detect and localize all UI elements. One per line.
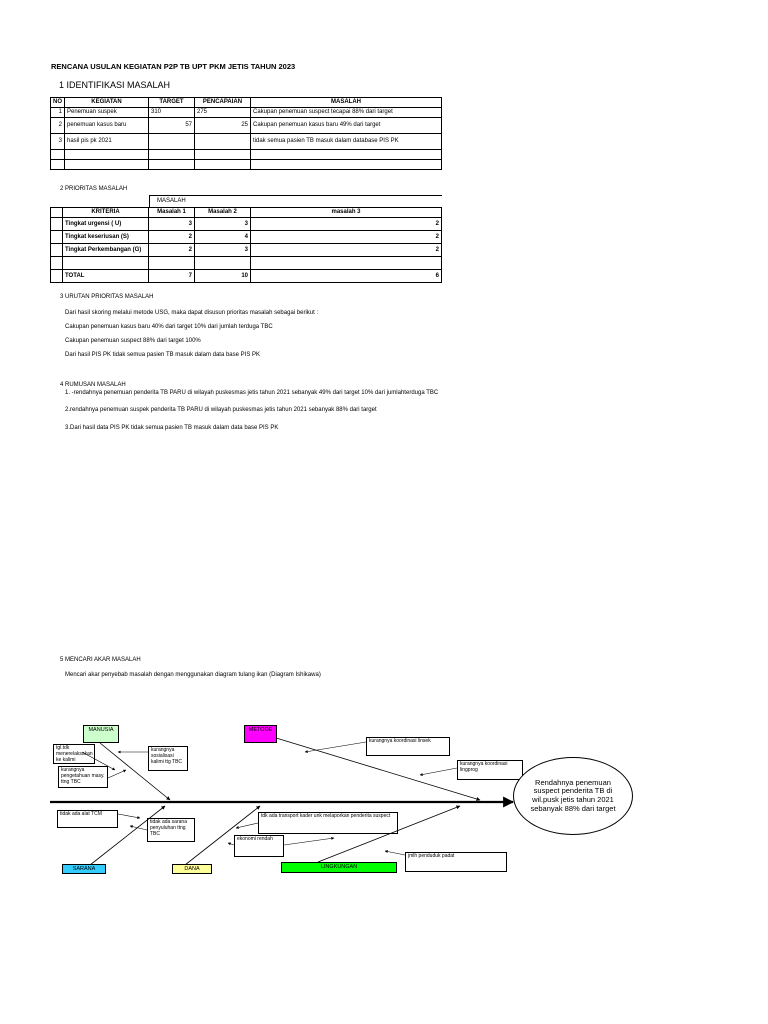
col-target: TARGET	[149, 98, 195, 108]
category-sarana: SARANA	[62, 864, 106, 874]
cell-total-m1: 7	[149, 270, 195, 283]
cell-kegiatan: penemuan kasus baru	[65, 118, 149, 134]
cell-m3: 2	[251, 218, 442, 231]
page-title: RENCANA USULAN KEGIATAN P2P TB UPT PKM JETIS TAHUN 2023	[51, 62, 296, 71]
section-identifikasi-heading: 1 IDENTIFIKASI MASALAH	[59, 80, 171, 90]
cause-box: tgl.tdk menerelaksakan ke kalimi	[53, 744, 95, 764]
section-akar-heading: 5 MENCARI AKAR MASALAH	[60, 657, 141, 663]
cell-kegiatan: hasil pis pk 2021	[65, 134, 149, 150]
cell-m1: 2	[149, 231, 195, 244]
cell-masalah: Cakupan penemuan kasus baru 49% dari target	[251, 118, 442, 134]
category-dana: DANA	[172, 864, 212, 874]
col-masalah3: masalah 3	[251, 208, 442, 218]
urutan-item: Cakupan penemuan suspect 88% dari target 100%	[65, 338, 201, 344]
cell-kriteria: Tingkat keseriusan (S)	[63, 231, 149, 244]
cell-m2: 3	[195, 218, 251, 231]
cell-m2: 3	[195, 244, 251, 257]
rumusan-item: 1. -rendahnya penemuan penderita TB PARU di wilayah puskesmas jetis tahun 2021 sebanyak 49% dari target 10% dari jumlahterduga TBC	[65, 390, 439, 396]
cell-pencapaian: 25	[195, 118, 251, 134]
rumusan-item: 2.rendahnya penemuan suspek penderita TB PARU di wilayah puskesmas jetis tahun 2021 sebanyak 88% dari target	[65, 407, 377, 413]
col-masalah1: Masalah 1	[149, 208, 195, 218]
cause-box: ekonomi rendah	[234, 835, 284, 857]
col-kegiatan: KEGIATAN	[65, 98, 149, 108]
cause-box: tidak ada alat TCM	[57, 810, 118, 828]
col-masalah2: Masalah 2	[195, 208, 251, 218]
cell-no: 1	[51, 108, 65, 118]
category-manusia: MANUSIA	[83, 725, 119, 743]
col-kriteria: KRITERIA	[63, 208, 149, 218]
cell-total-m3: 6	[251, 270, 442, 283]
cause-box: tidak ada sarana penyuluhan ttng TBC	[147, 818, 195, 842]
cause-box: kurangnya koordinasi lingprog	[457, 760, 523, 780]
cause-box: jmlh penduduk padat	[405, 852, 507, 872]
cell-kriteria: Tingkat Perkembangan (G)	[63, 244, 149, 257]
masalah-group-header: MASALAH	[157, 198, 186, 204]
col-masalah: MASALAH	[251, 98, 442, 108]
cause-box: kurangnya koordinasi linsek	[366, 737, 450, 756]
cell-m1: 3	[149, 218, 195, 231]
fishbone-head-problem: Rendahnya penemuan suspect penderita TB di wil.pusk jetis tahun 2021 sebanyak 88% dari target	[513, 757, 633, 835]
cell-m3: 2	[251, 244, 442, 257]
urutan-intro: Dari hasil skoring melalui metode USG, maka dapat disusun prioritas masalah sebagai berikut :	[65, 310, 319, 316]
cell-target: 57	[149, 118, 195, 134]
urutan-item: Dari hasil PIS PK tidak semua pasien TB masuk dalam data base PIS PK	[65, 352, 260, 358]
akar-intro: Mencari akar penyebab masalah dengan menggunakan diagram tulang ikan (Diagram Ishikawa)	[65, 672, 321, 678]
cell-kriteria: Tingkat urgensi ( U)	[63, 218, 149, 231]
category-lingkungan: LINGKUNGAN	[281, 862, 397, 873]
cell-masalah: tidak semua pasien TB masuk dalam database PIS PK	[251, 134, 442, 150]
cell-no: 3	[51, 134, 65, 150]
cause-box: kurangnya pengetahuan masy. ttng TBC	[58, 766, 108, 788]
cell-m3: 2	[251, 231, 442, 244]
urutan-item: Cakupan penemuan kasus baru 40% dari target 10% dari jumlah terduga TBC	[65, 324, 273, 330]
category-metode: METODE	[244, 725, 277, 743]
rumusan-item: 3.Dari hasil data PIS PK tidak semua pasien TB masuk dalam data base PIS PK	[65, 425, 279, 431]
cell-masalah: Cakupan penemuan suspect tecapai 88% dari target	[251, 108, 442, 118]
cell-pencapaian: 275	[195, 108, 251, 118]
cell-kegiatan: Penemuan suspek	[65, 108, 149, 118]
cell-target: 310	[149, 108, 195, 118]
cause-box: tdk ada transport kader unk melaporkan penderita suspect	[258, 812, 398, 834]
cause-box: kurangnya sosialisasi kalimi ttg TBC	[148, 746, 188, 771]
cell-total-label: TOTAL	[63, 270, 149, 283]
col-pencapaian: PENCAPAIAN	[195, 98, 251, 108]
col-no: NO	[51, 98, 65, 108]
cell-m2: 4	[195, 231, 251, 244]
cell-no: 2	[51, 118, 65, 134]
section-rumusan-heading: 4 RUMUSAN MASALAH	[60, 382, 126, 388]
section-urutan-heading: 3 URUTAN PRIORITAS MASALAH	[60, 294, 154, 300]
section-prioritas-heading: 2 PRIORITAS MASALAH	[60, 186, 128, 192]
cell-total-m2: 10	[195, 270, 251, 283]
cell-m1: 2	[149, 244, 195, 257]
